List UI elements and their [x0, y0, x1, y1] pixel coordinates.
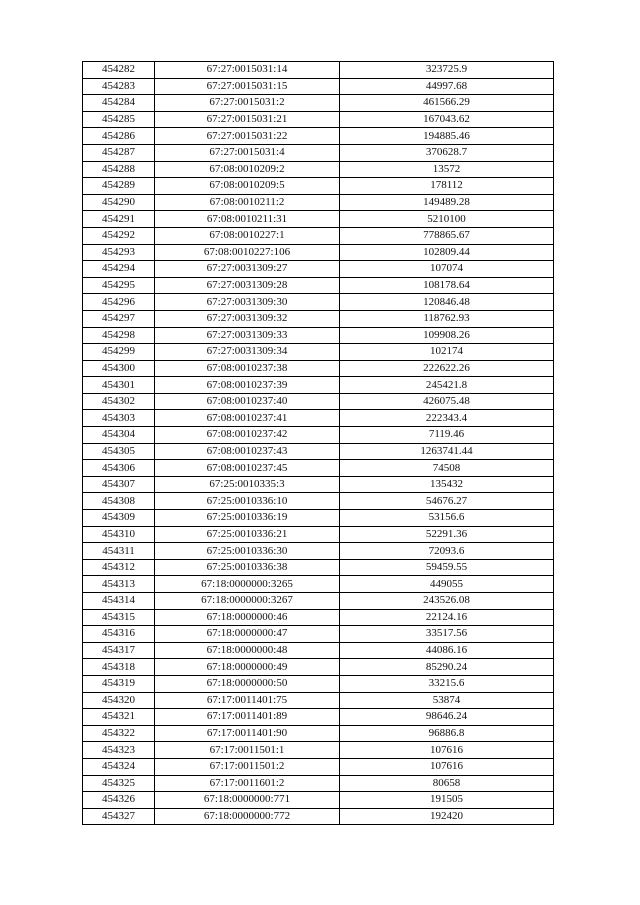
row-number-cell: 454297	[83, 310, 155, 327]
cadastral-number-cell: 67:18:0000000:50	[155, 675, 340, 692]
table-row	[83, 792, 554, 809]
cadastral-number-cell: 67:27:0031309:33	[155, 327, 340, 344]
value-cell: 74508	[340, 460, 554, 477]
row-number-cell: 454315	[83, 609, 155, 626]
cadastral-number-cell: 67:18:0000000:49	[155, 659, 340, 676]
value-cell: 44997.68	[340, 78, 554, 95]
value-cell: 53874	[340, 692, 554, 709]
row-number-cell: 454310	[83, 526, 155, 543]
cadastral-number-cell: 67:25:0010336:10	[155, 493, 340, 510]
table-row	[83, 493, 554, 510]
table-row	[83, 410, 554, 427]
cadastral-number-cell: 67:08:0010209:5	[155, 178, 340, 195]
row-number-cell: 454285	[83, 111, 155, 128]
row-number-cell: 454290	[83, 194, 155, 211]
row-number-cell: 454283	[83, 78, 155, 95]
row-number-cell: 454309	[83, 510, 155, 527]
value-cell: 461566.29	[340, 95, 554, 112]
table-row	[83, 294, 554, 311]
table-row	[83, 128, 554, 145]
value-cell: 222343.4	[340, 410, 554, 427]
table-row	[83, 211, 554, 228]
value-cell: 1263741.44	[340, 443, 554, 460]
value-cell: 135432	[340, 476, 554, 493]
cadastral-number-cell: 67:27:0031309:32	[155, 310, 340, 327]
value-cell: 13572	[340, 161, 554, 178]
table-row	[83, 261, 554, 278]
row-number-cell: 454295	[83, 277, 155, 294]
table-row	[83, 742, 554, 759]
table-row	[83, 808, 554, 825]
value-cell: 243526.08	[340, 593, 554, 610]
row-number-cell: 454319	[83, 675, 155, 692]
value-cell: 120846.48	[340, 294, 554, 311]
value-cell: 80658	[340, 775, 554, 792]
value-cell: 370628.7	[340, 144, 554, 161]
table-row	[83, 227, 554, 244]
row-number-cell: 454322	[83, 725, 155, 742]
row-number-cell: 454326	[83, 792, 155, 809]
row-number-cell: 454284	[83, 95, 155, 112]
value-cell: 245421.8	[340, 377, 554, 394]
value-cell: 222622.26	[340, 360, 554, 377]
row-number-cell: 454304	[83, 427, 155, 444]
table-row	[83, 775, 554, 792]
table-row	[83, 194, 554, 211]
row-number-cell: 454308	[83, 493, 155, 510]
row-number-cell: 454288	[83, 161, 155, 178]
table-row	[83, 593, 554, 610]
value-cell: 178112	[340, 178, 554, 195]
cadastral-number-cell: 67:25:0010336:30	[155, 543, 340, 560]
row-number-cell: 454321	[83, 709, 155, 726]
table-row	[83, 244, 554, 261]
value-cell: 96886.8	[340, 725, 554, 742]
cadastral-number-cell: 67:27:0015031:4	[155, 144, 340, 161]
row-number-cell: 454320	[83, 692, 155, 709]
cadastral-number-cell: 67:18:0000000:771	[155, 792, 340, 809]
table-row	[83, 144, 554, 161]
row-number-cell: 454293	[83, 244, 155, 261]
cadastral-number-cell: 67:17:0011501:1	[155, 742, 340, 759]
cadastral-number-cell: 67:17:0011401:90	[155, 725, 340, 742]
row-number-cell: 454318	[83, 659, 155, 676]
value-cell: 72093.6	[340, 543, 554, 560]
cadastral-number-cell: 67:17:0011401:89	[155, 709, 340, 726]
row-number-cell: 454314	[83, 593, 155, 610]
row-number-cell: 454306	[83, 460, 155, 477]
table-row	[83, 161, 554, 178]
value-cell: 59459.55	[340, 559, 554, 576]
table-row	[83, 576, 554, 593]
value-cell: 149489.28	[340, 194, 554, 211]
value-cell: 323725.9	[340, 62, 554, 79]
value-cell: 194885.46	[340, 128, 554, 145]
cadastral-number-cell: 67:08:0010237:41	[155, 410, 340, 427]
value-cell: 33215.6	[340, 675, 554, 692]
row-number-cell: 454289	[83, 178, 155, 195]
row-number-cell: 454301	[83, 377, 155, 394]
value-cell: 107074	[340, 261, 554, 278]
cadastral-number-cell: 67:08:0010237:38	[155, 360, 340, 377]
table-row	[83, 476, 554, 493]
value-cell: 33517.56	[340, 626, 554, 643]
value-cell: 192420	[340, 808, 554, 825]
cadastral-number-cell: 67:25:0010336:19	[155, 510, 340, 527]
table-row	[83, 427, 554, 444]
value-cell: 5210100	[340, 211, 554, 228]
value-cell: 54676.27	[340, 493, 554, 510]
table-row	[83, 327, 554, 344]
cadastral-number-cell: 67:08:0010211:31	[155, 211, 340, 228]
cadastral-number-cell: 67:08:0010211:2	[155, 194, 340, 211]
cadastral-number-cell: 67:18:0000000:3267	[155, 593, 340, 610]
table-row	[83, 460, 554, 477]
table-body	[83, 62, 554, 825]
row-number-cell: 454287	[83, 144, 155, 161]
value-cell: 102809.44	[340, 244, 554, 261]
table-row	[83, 360, 554, 377]
row-number-cell: 454291	[83, 211, 155, 228]
cadastral-number-cell: 67:27:0031309:30	[155, 294, 340, 311]
cadastral-number-cell: 67:27:0015031:15	[155, 78, 340, 95]
table-row	[83, 78, 554, 95]
table-row	[83, 178, 554, 195]
row-number-cell: 454324	[83, 758, 155, 775]
table-row	[83, 277, 554, 294]
cadastral-number-cell: 67:18:0000000:772	[155, 808, 340, 825]
cadastral-number-cell: 67:25:0010335:3	[155, 476, 340, 493]
cadastral-number-cell: 67:27:0015031:22	[155, 128, 340, 145]
table-row	[83, 310, 554, 327]
cadastral-number-cell: 67:17:0011601:2	[155, 775, 340, 792]
row-number-cell: 454296	[83, 294, 155, 311]
row-number-cell: 454325	[83, 775, 155, 792]
row-number-cell: 454312	[83, 559, 155, 576]
table-row	[83, 377, 554, 394]
cadastral-number-cell: 67:25:0010336:38	[155, 559, 340, 576]
cadastral-number-cell: 67:08:0010237:42	[155, 427, 340, 444]
row-number-cell: 454327	[83, 808, 155, 825]
row-number-cell: 454282	[83, 62, 155, 79]
value-cell: 53156.6	[340, 510, 554, 527]
cadastral-number-cell: 67:17:0011401:75	[155, 692, 340, 709]
value-cell: 191505	[340, 792, 554, 809]
row-number-cell: 454298	[83, 327, 155, 344]
data-table	[82, 61, 554, 825]
row-number-cell: 454323	[83, 742, 155, 759]
cadastral-number-cell: 67:08:0010227:1	[155, 227, 340, 244]
cadastral-number-cell: 67:18:0000000:48	[155, 642, 340, 659]
row-number-cell: 454305	[83, 443, 155, 460]
table-row	[83, 709, 554, 726]
row-number-cell: 454299	[83, 344, 155, 361]
cadastral-number-cell: 67:18:0000000:46	[155, 609, 340, 626]
row-number-cell: 454303	[83, 410, 155, 427]
table-row	[83, 543, 554, 560]
value-cell: 167043.62	[340, 111, 554, 128]
value-cell: 85290.24	[340, 659, 554, 676]
cadastral-number-cell: 67:08:0010237:39	[155, 377, 340, 394]
value-cell: 102174	[340, 344, 554, 361]
table-row	[83, 510, 554, 527]
value-cell: 107616	[340, 758, 554, 775]
value-cell: 107616	[340, 742, 554, 759]
value-cell: 108178.64	[340, 277, 554, 294]
table-row	[83, 111, 554, 128]
cadastral-number-cell: 67:27:0015031:14	[155, 62, 340, 79]
cadastral-number-cell: 67:27:0015031:2	[155, 95, 340, 112]
table-row	[83, 344, 554, 361]
row-number-cell: 454311	[83, 543, 155, 560]
table-row	[83, 675, 554, 692]
row-number-cell: 454313	[83, 576, 155, 593]
table-row	[83, 393, 554, 410]
cadastral-number-cell: 67:27:0031309:34	[155, 344, 340, 361]
cadastral-number-cell: 67:27:0031309:27	[155, 261, 340, 278]
value-cell: 7119.46	[340, 427, 554, 444]
row-number-cell: 454302	[83, 393, 155, 410]
table-row	[83, 642, 554, 659]
row-number-cell: 454300	[83, 360, 155, 377]
value-cell: 449055	[340, 576, 554, 593]
row-number-cell: 454307	[83, 476, 155, 493]
value-cell: 52291.36	[340, 526, 554, 543]
table-row	[83, 626, 554, 643]
table-row	[83, 95, 554, 112]
row-number-cell: 454286	[83, 128, 155, 145]
value-cell: 426075.48	[340, 393, 554, 410]
value-cell: 22124.16	[340, 609, 554, 626]
row-number-cell: 454316	[83, 626, 155, 643]
table-row	[83, 443, 554, 460]
table-row	[83, 526, 554, 543]
cadastral-number-cell: 67:18:0000000:3265	[155, 576, 340, 593]
row-number-cell: 454292	[83, 227, 155, 244]
table-row	[83, 62, 554, 79]
cadastral-number-cell: 67:27:0015031:21	[155, 111, 340, 128]
cadastral-number-cell: 67:08:0010227:106	[155, 244, 340, 261]
cadastral-number-cell: 67:08:0010209:2	[155, 161, 340, 178]
cadastral-number-cell: 67:18:0000000:47	[155, 626, 340, 643]
cadastral-number-cell: 67:27:0031309:28	[155, 277, 340, 294]
table-row	[83, 758, 554, 775]
table-row	[83, 609, 554, 626]
cadastral-number-cell: 67:08:0010237:43	[155, 443, 340, 460]
table-row	[83, 559, 554, 576]
row-number-cell: 454317	[83, 642, 155, 659]
cadastral-number-cell: 67:17:0011501:2	[155, 758, 340, 775]
cadastral-number-cell: 67:08:0010237:40	[155, 393, 340, 410]
value-cell: 44086.16	[340, 642, 554, 659]
value-cell: 98646.24	[340, 709, 554, 726]
value-cell: 109908.26	[340, 327, 554, 344]
table-row	[83, 692, 554, 709]
table-row	[83, 659, 554, 676]
table-row	[83, 725, 554, 742]
cadastral-number-cell: 67:08:0010237:45	[155, 460, 340, 477]
value-cell: 778865.67	[340, 227, 554, 244]
cadastral-number-cell: 67:25:0010336:21	[155, 526, 340, 543]
row-number-cell: 454294	[83, 261, 155, 278]
value-cell: 118762.93	[340, 310, 554, 327]
